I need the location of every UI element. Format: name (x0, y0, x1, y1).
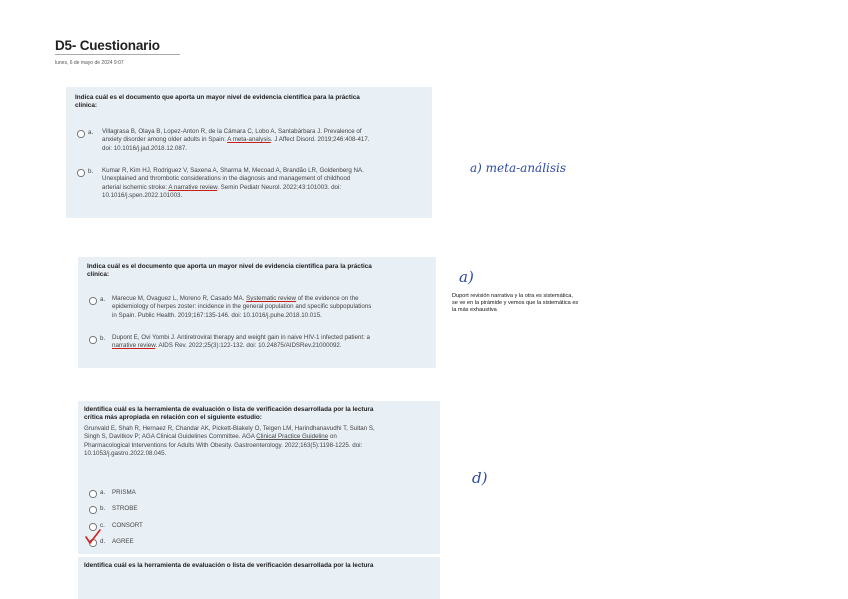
question-1-option-b-text[interactable] (102, 167, 427, 201)
underlined-term: Clinical Practice Guideline (256, 433, 329, 441)
question-1-option-a-radio[interactable] (77, 130, 85, 138)
question-2-option-b-radio[interactable] (89, 336, 97, 344)
question-3-option-c-label[interactable]: CONSORT (112, 522, 143, 529)
text-run: in Spain. Public Health. 2019;167:135-146. doi: 10.1016/j.puhe.2018.10.015. (112, 311, 322, 319)
question-2-prompt-line: clínica: (87, 271, 110, 279)
text-run: Pharmacological Interventions for Adults With Obesity. Gastroenterology. 2022;163(5):1198-1225. doi: (84, 441, 363, 449)
option-text-line (112, 342, 432, 350)
question-3-option-d-letter: d. (100, 538, 106, 545)
text-run: . J Affect Disord. 2019;246:408-417. (270, 136, 370, 144)
text-run: Kumar R, Kim HJ, Rodriguez V, Saxena A, Sharma M, Mecoad A, Brandão LR, Goldenberg NA. (102, 167, 364, 174)
question-2-box (78, 257, 436, 368)
question-1-option-a-letter: a. (88, 129, 94, 136)
title-divider (55, 54, 180, 55)
question-2-prompt (87, 263, 427, 279)
underlined-term: narrative review (112, 342, 156, 350)
question-3-study-reference (84, 425, 436, 459)
question-3-prompt (84, 406, 434, 422)
question-4-prompt: Identifica cuál es la herramienta de evaluación o lista de verificación desarrollada por la lectura (84, 562, 374, 569)
text-run: 10.1016/j.spen.2022.101003. (102, 192, 183, 200)
question-1-option-b-radio[interactable] (77, 169, 85, 177)
text-run: Villagrasa B, Olaya B, Lopez-Anton R, de la Cámara C, Lobo A, Santabárbara J. Prevalence of (102, 128, 362, 135)
typed-note-q2: Duport revisión narrativa y la otra es sistemática, se ve en la pirámide y vemos que la sistemática es la más exhaustiva (452, 293, 579, 313)
question-3-option-a-letter: a. (100, 489, 106, 496)
text-run: . Semin Pediatr Neurol. 2022;43:101003. doi: (217, 183, 342, 191)
text-run: on (328, 433, 337, 441)
page-title: D5- Cuestionario (55, 38, 160, 53)
option-text-line (102, 136, 427, 144)
text-run: Dupont E, Ovi Yombi J. Antiretroviral therapy and weight gain in naive HIV-1 infected patient: a (112, 334, 370, 341)
question-2-prompt-line: Indica cuál es el documento que aporta un mayor nivel de evidencia científica para la práctica (87, 263, 372, 270)
handwritten-answer-q1: a) meta-análisis (470, 161, 567, 175)
question-3-option-b-label[interactable]: STROBE (112, 505, 138, 512)
underlined-term: A narrative review (168, 183, 218, 191)
text-run: 10.1053/j.gastro.2022.08.045. (84, 450, 167, 458)
text-run: arterial ischemic stroke: (102, 183, 169, 191)
question-1-option-b-letter: b. (88, 168, 94, 175)
question-1-prompt (75, 94, 425, 110)
text-run: Unexplained and thrombotic considerations in the diagnosis and management of childhood (102, 175, 351, 183)
reference-line (84, 425, 436, 433)
option-text-line (102, 145, 427, 153)
page-date: lunes, 6 de mayo de 2024 9:07 (55, 60, 124, 66)
reference-line (84, 433, 436, 441)
option-text-line (112, 295, 432, 303)
question-3-option-a-radio[interactable] (89, 490, 97, 498)
text-run: anxiety disorder among older adults in Spain: (102, 136, 228, 144)
question-1-box (66, 87, 432, 218)
reference-line (84, 450, 436, 458)
question-1-option-a-text[interactable] (102, 128, 427, 153)
question-3-option-b-letter: b. (100, 505, 106, 512)
text-run: Singh S, Davitkov P; AGA Clinical Guidelines Committee. AGA (84, 433, 257, 441)
question-4-box (78, 557, 440, 599)
question-3-option-d-label[interactable]: AGREE (112, 538, 134, 545)
question-3-prompt-line: crítica más apropiada en relación con el siguiente estudio: (84, 414, 262, 422)
reference-line (84, 442, 436, 450)
option-text-line (102, 128, 427, 136)
text-run: . AIDS Rev. 2022;25(3):122-132. doi: 10.24875/AIDSRev.21000092. (155, 342, 342, 350)
question-3-prompt-line: Identifica cuál es la herramienta de evaluación o lista de verificación desarrollada por la lectura (84, 406, 374, 413)
question-2-option-b-letter: b. (100, 335, 106, 342)
option-text-line (112, 334, 432, 342)
handwritten-answer-q3: d) (472, 469, 488, 487)
text-run: of the evidence on the (295, 295, 359, 302)
underlined-term: Systematic review (246, 295, 296, 302)
question-2-option-a-text[interactable] (112, 295, 432, 320)
option-text-line (102, 167, 427, 175)
question-2-option-a-radio[interactable] (89, 297, 97, 305)
question-1-prompt-line: Indica cuál es el documento que aporta un mayor nivel de evidencia científica para la práctica (75, 94, 360, 101)
question-3-option-c-letter: c. (100, 522, 105, 529)
question-1-prompt-line: clínica: (75, 102, 98, 110)
question-2-option-b-text[interactable] (112, 334, 432, 351)
option-text-line (102, 184, 427, 192)
question-3-option-b-radio[interactable] (89, 506, 97, 514)
question-3-box (78, 401, 440, 554)
option-text-line (112, 312, 432, 320)
question-2-option-a-letter: a. (100, 296, 106, 303)
option-text-line (102, 192, 427, 200)
red-checkmark-icon (84, 528, 102, 546)
text-run: epidemiology of herpes zoster: incidence in the general population and specific subpopulations (112, 303, 372, 311)
text-run: Marecue M, Ovaguez L, Moreno R, Casado MA. (112, 295, 247, 302)
option-text-line (102, 175, 427, 183)
underlined-term: A meta-analysis (227, 136, 271, 144)
text-run: doi: 10.1016/j.jad.2018.12.087. (102, 144, 187, 152)
question-3-option-a-label[interactable]: PRISMA (112, 489, 136, 496)
text-run: Grunvald E, Shah R, Hernaez R, Chandar AK, Pickett-Blakely O, Teigen LM, Harindhanavudhi T, Sultan S, (84, 425, 375, 432)
option-text-line (112, 303, 432, 311)
handwritten-answer-q2: a) (459, 268, 474, 286)
